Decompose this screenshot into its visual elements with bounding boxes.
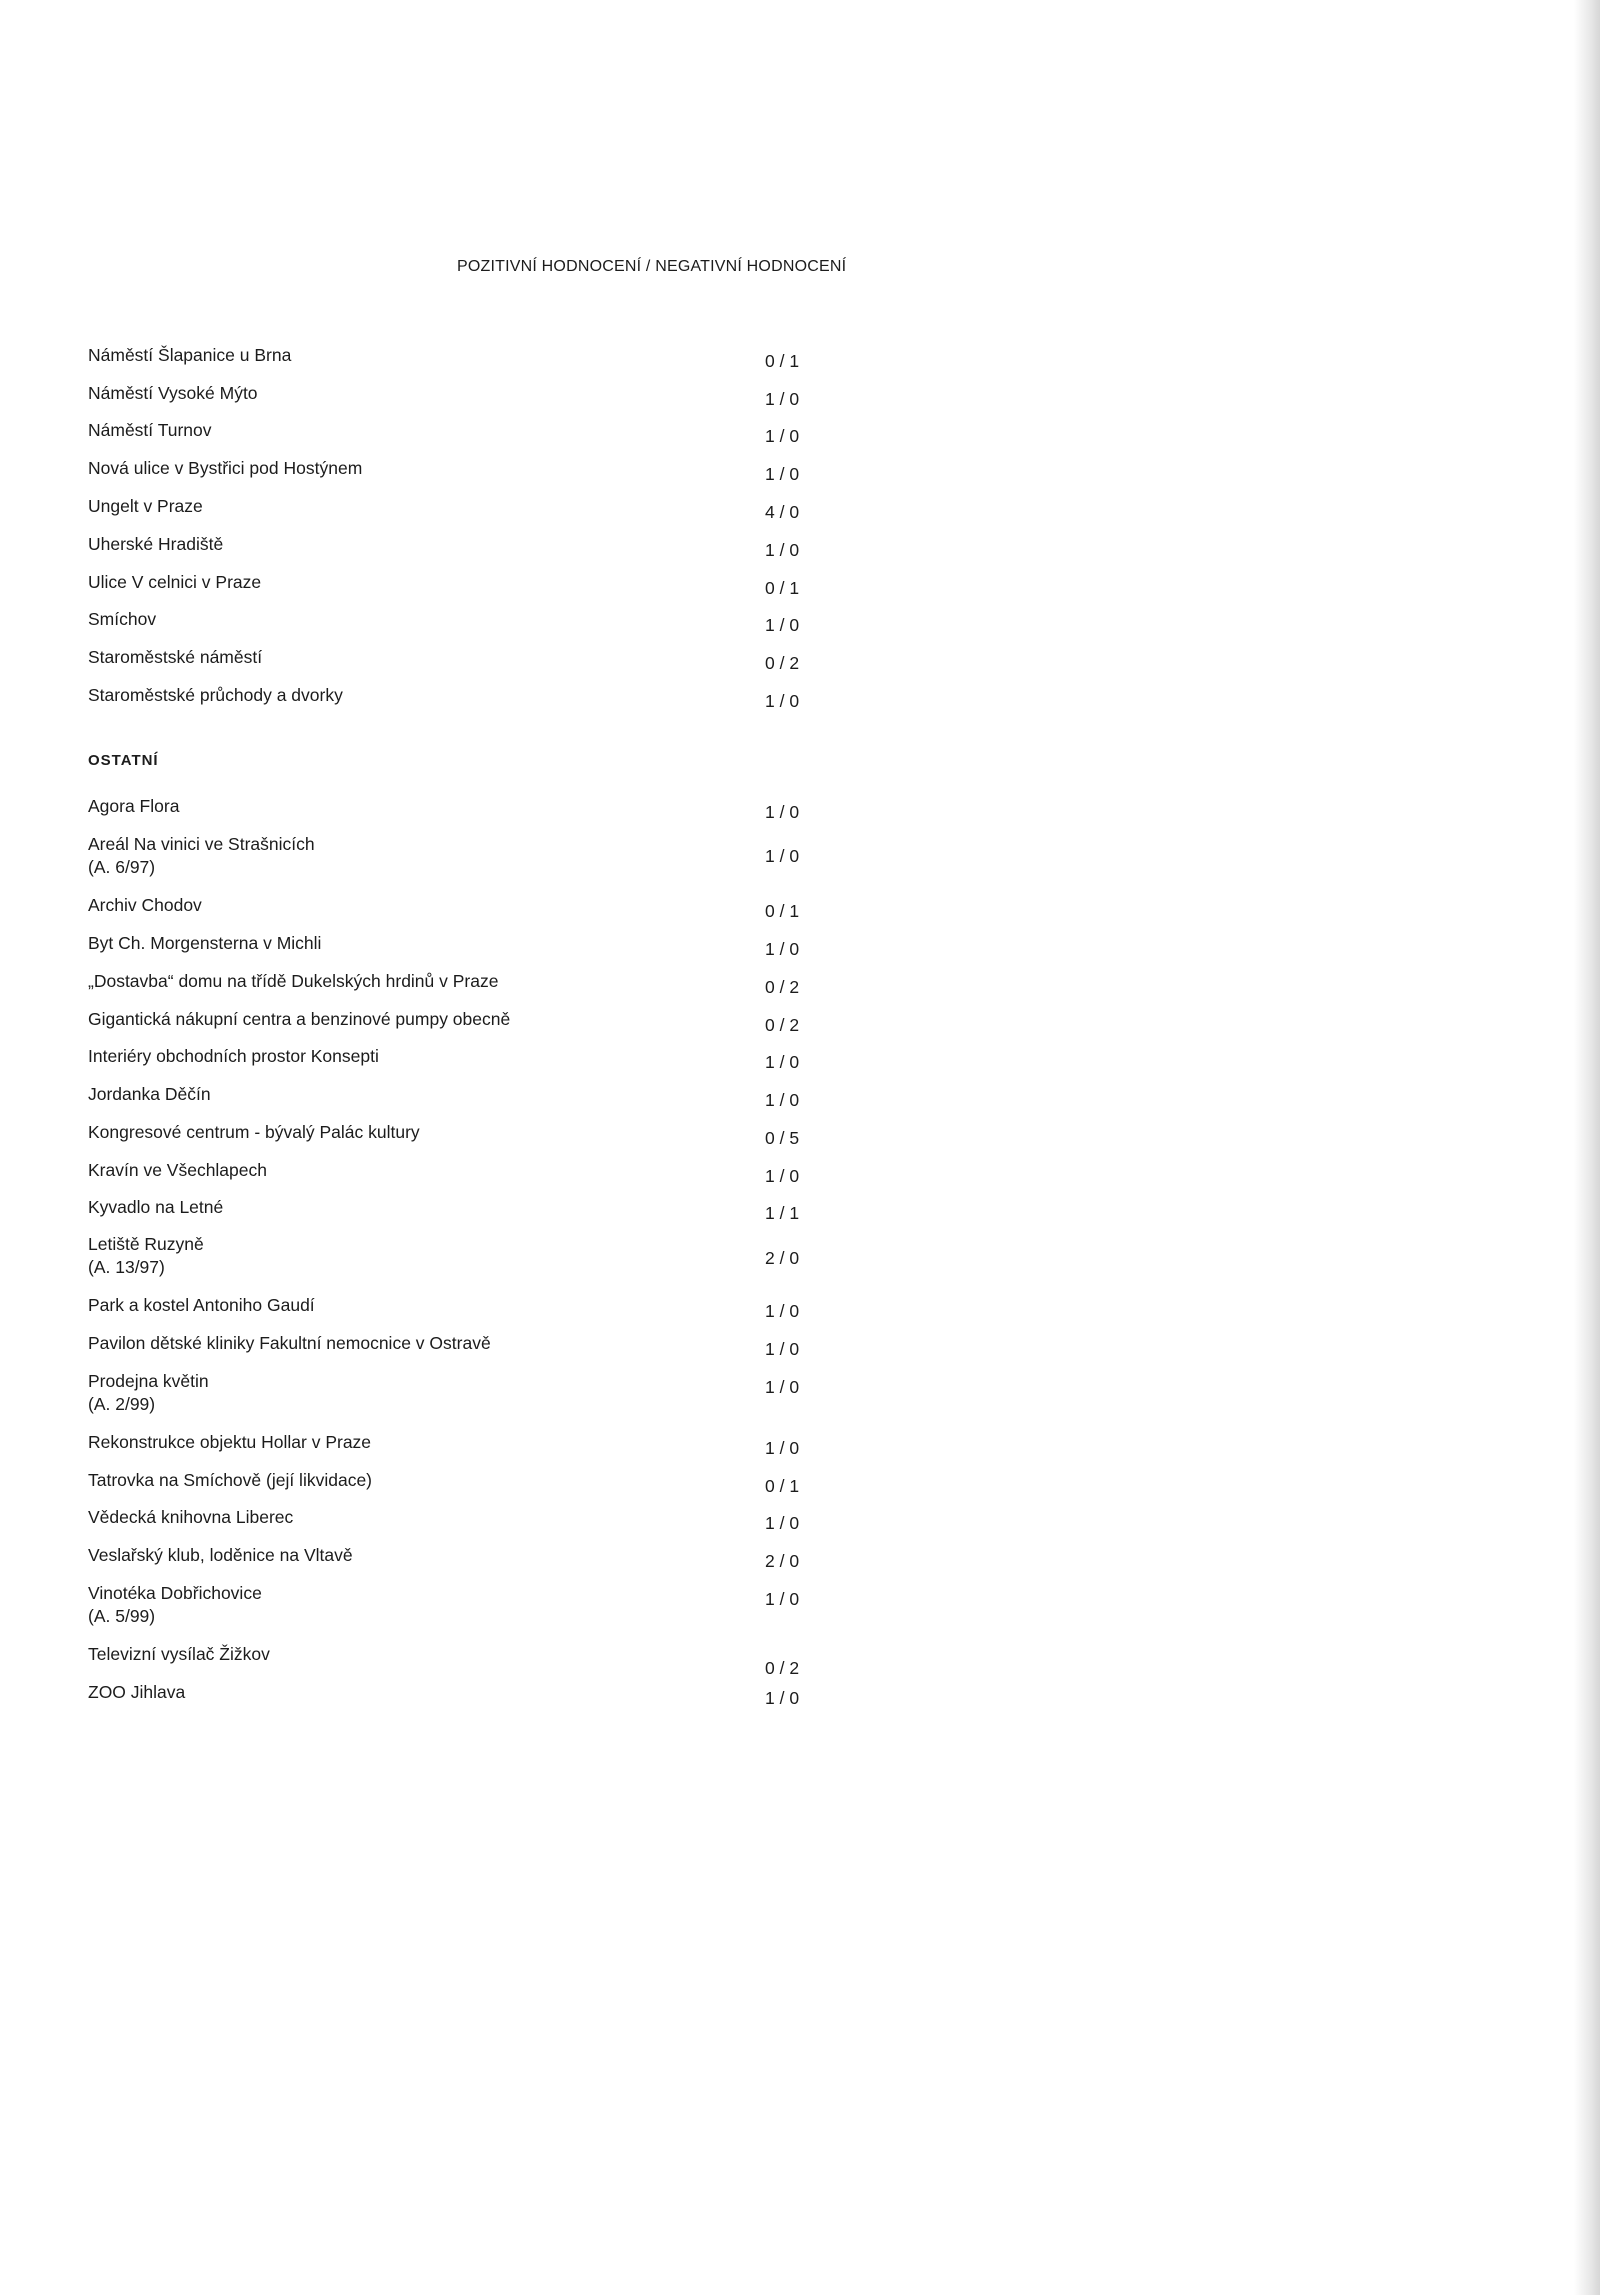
item-name: Ulice V celnici v Praze (88, 572, 262, 592)
item-name: Agora Flora (88, 796, 180, 816)
item-name: Uherské Hradiště (88, 534, 224, 554)
item-name: Staroměstské náměstí (88, 647, 263, 667)
item-score: 1 / 0 (765, 1339, 800, 1359)
item-score: 1 / 0 (765, 1438, 800, 1458)
item-name: ZOO Jihlava (88, 1682, 186, 1702)
item-score: 1 / 0 (765, 615, 800, 635)
item-score: 0 / 2 (765, 1015, 800, 1035)
item-score: 1 / 0 (765, 1301, 800, 1321)
item-score: 1 / 0 (765, 1052, 800, 1072)
item-score: 1 / 0 (765, 691, 800, 711)
item-score: 1 / 0 (765, 1377, 800, 1397)
item-score: 2 / 0 (765, 1248, 800, 1268)
item-name: Nová ulice v Bystřici pod Hostýnem (88, 458, 363, 478)
item-name: Kravín ve Všechlapech (88, 1160, 267, 1180)
item-score: 0 / 1 (765, 901, 800, 921)
item-name: Náměstí Turnov (88, 420, 212, 440)
item-score: 0 / 2 (765, 653, 800, 673)
item-score: 1 / 1 (765, 1203, 800, 1223)
item-name: Interiéry obchodních prostor Konsepti (88, 1046, 379, 1066)
item-name: Kyvadlo na Letné (88, 1197, 224, 1217)
item-name: Tatrovka na Smíchově (její likvidace) (88, 1470, 372, 1490)
item-name: Letiště Ruzyně (A. 13/97) (88, 1234, 204, 1277)
item-name: Smíchov (88, 609, 157, 629)
item-name: Pavilon dětské kliniky Fakultní nemocnice v Ostravě (88, 1333, 491, 1353)
item-name: Byt Ch. Morgensterna v Michli (88, 933, 322, 953)
item-score: 1 / 0 (765, 1589, 800, 1609)
item-score: 0 / 1 (765, 1476, 800, 1496)
item-name: Prodejna květin (A. 2/99) (88, 1371, 209, 1414)
section-title-ostatni: OSTATNÍ (88, 752, 159, 769)
item-score: 1 / 0 (765, 846, 800, 866)
item-name: Vědecká knihovna Liberec (88, 1507, 294, 1527)
item-score: 1 / 0 (765, 426, 800, 446)
item-score: 0 / 5 (765, 1128, 800, 1148)
item-score: 4 / 0 (765, 502, 800, 522)
column-header: POZITIVNÍ HODNOCENÍ / NEGATIVNÍ HODNOCENÍ (457, 258, 847, 275)
item-score: 1 / 0 (765, 939, 800, 959)
item-name: „Dostavba“ domu na třídě Dukelských hrdinů v Praze (88, 971, 499, 991)
item-name: Ungelt v Praze (88, 496, 203, 516)
item-name: Rekonstrukce objektu Hollar v Praze (88, 1432, 372, 1452)
item-name: Kongresové centrum - bývalý Palác kultury (88, 1122, 420, 1142)
item-score: 1 / 0 (765, 1513, 800, 1533)
item-name: Jordanka Děčín (88, 1084, 211, 1104)
item-score: 0 / 2 (765, 1658, 800, 1678)
item-score: 1 / 0 (765, 1090, 800, 1110)
item-score: 0 / 2 (765, 977, 800, 997)
item-score: 2 / 0 (765, 1551, 800, 1571)
item-score: 1 / 0 (765, 540, 800, 560)
item-score: 1 / 0 (765, 464, 800, 484)
item-name: Náměstí Vysoké Mýto (88, 383, 258, 403)
item-name: Staroměstské průchody a dvorky (88, 685, 343, 705)
item-name: Areál Na vinici ve Strašnicích (A. 6/97) (88, 834, 315, 877)
item-score: 1 / 0 (765, 1166, 800, 1186)
item-name: Vinotéka Dobřichovice (A. 5/99) (88, 1583, 262, 1626)
item-score: 1 / 0 (765, 802, 800, 822)
item-name: Gigantická nákupní centra a benzinové pumpy obecně (88, 1009, 511, 1029)
item-score: 0 / 1 (765, 351, 800, 371)
item-score: 1 / 0 (765, 389, 800, 409)
item-name: Veslařský klub, loděnice na Vltavě (88, 1545, 353, 1565)
item-name: Park a kostel Antoniho Gaudí (88, 1295, 315, 1315)
page-edge-shadow (1574, 0, 1600, 2295)
item-score: 0 / 1 (765, 578, 800, 598)
item-score: 1 / 0 (765, 1688, 800, 1708)
item-name: Archiv Chodov (88, 895, 202, 915)
item-name: Náměstí Šlapanice u Brna (88, 345, 292, 365)
item-name: Televizní vysílač Žižkov (88, 1644, 270, 1664)
